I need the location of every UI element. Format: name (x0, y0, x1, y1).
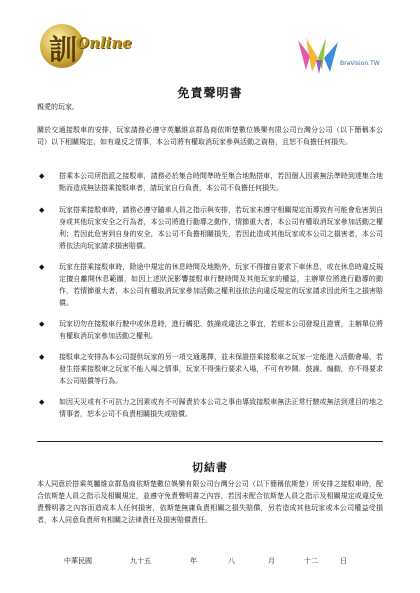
greeting: 親愛的玩家, (37, 103, 75, 111)
page-title: 免責聲明書 (177, 86, 243, 100)
clause-text: 接駁車之安排為本公司提供玩家的另一項交通選擇，並未保證搭乘接駁車之玩家一定能進入活動會場，若發生搭乘接駁車之玩家不能入場之情事，玩家不得強行要求入場，不可有吵鬧、鼓譟、煽動，亦不得要求本公司賠償等行為。 (59, 353, 383, 385)
date-era: 中華民國 (64, 557, 92, 565)
clause-text: 玩家在搭乘接駁車時，除途中規定的休息時間及地點外，玩家不得擅自要求下車休息，或在休息時違反規定擅自離開休息範圍，如因上述狀況影響接駁車行駛時間及其他玩家的權益，主辦單位將進行勸導的動作，若情節重大者，本公司有權取消玩家參加活動之權利並依法向違反規定的玩家請求因此所生之損害賠償。 (59, 263, 383, 307)
bullet-icon: ◆ (39, 398, 45, 406)
section-divider (37, 441, 383, 442)
clause-text: 玩家切勿在接駁車行駛中或休息時，進行觸犯、鼓譟或違法之事宜，若經本公司發現且證實，主辦單位將有權取消玩家參加活動之權利。 (59, 320, 383, 340)
logo-glyph-icon: 訓 (49, 33, 78, 66)
bullet-icon: ◆ (39, 172, 45, 180)
online-game-logo (40, 24, 132, 68)
clause-text: 搭乘本公司所指派之接駁車，請務必於集合時間準時至集合地點搭車，若因個人因素無法準時到達集合地點而造成無法搭乘接駁車者，請玩家自行負責，本公司不負擔任何損失。 (59, 172, 383, 192)
bravision-emblem-icon (296, 36, 342, 76)
bullet-icon: ◆ (39, 353, 45, 361)
pledge-title: 切結書 (192, 461, 228, 474)
clause-item (37, 261, 383, 309)
date-month: 八 (228, 557, 235, 565)
date-month-unit: 月 (268, 557, 275, 565)
clause-item (37, 204, 383, 252)
clause-list (37, 170, 383, 420)
clause-text: 玩家搭乘接駁車時，請務必遵守隨車人員之指示與安排，若玩家未遵守相關規定而導致有可能會危害到自身或其他玩家安全之行為者，本公司將進行勸導之動作，情節重大者，本公司有權取消玩家參加活動之權利；若因此危害到自身的安全，本公司不負擔相關損失，若因此造成其他玩家或本公司之損害者，本公司將依法向玩家請求損害賠償。 (59, 206, 383, 250)
bravision-logo (296, 36, 388, 78)
date-day: 十二 (304, 557, 318, 565)
clause-text: 如因天災或有不可抗力之因素或有不可歸責於本公司之事由導致接駁車無法正常行駛或無法到達目的地之情事者，恕本公司不負責相關損失或賠償。 (59, 398, 383, 418)
clause-item (37, 318, 383, 342)
bravision-brand-text: BraVision.TW (340, 60, 380, 67)
clause-item (37, 351, 383, 387)
date-day-unit: 日 (340, 557, 347, 565)
clause-item (37, 396, 383, 420)
intro-paragraph: 關於交通接駁車的安排，玩家請務必遵守英屬維京群島商依斯楚數位娛樂有限公司台灣分公司（以下簡稱本公司）以下相關規定，如有違反之情事，本公司將有權取消玩家參與活動之資格，且恕不負擔任何損失。 (37, 126, 383, 146)
bullet-icon: ◆ (39, 206, 45, 214)
pledge-paragraph: 本人同意於搭乘英屬維京群島商依斯楚數位娛樂有限公司台灣分公司（以下簡稱依斯楚）所安排之接駁車時，配合依斯楚人員之指示及相關規定，並遵守免責聲明書之內容，若因未配合依斯楚人員之指示及相關規定或違反免責聲明書之內容而造成本人任何損害，依斯楚無庸負責相關之損失賠償，另若造成其他玩家或本公司權益受損者，本人同意負責所有相關之法律責任及損害賠償責任。 (37, 480, 383, 524)
bullet-icon: ◆ (39, 263, 45, 271)
date-year: 九十五 (130, 557, 151, 565)
clause-item (37, 170, 383, 194)
logo-wordmark: Online (76, 34, 132, 52)
date-year-unit: 年 (190, 557, 197, 565)
bullet-icon: ◆ (39, 320, 45, 328)
